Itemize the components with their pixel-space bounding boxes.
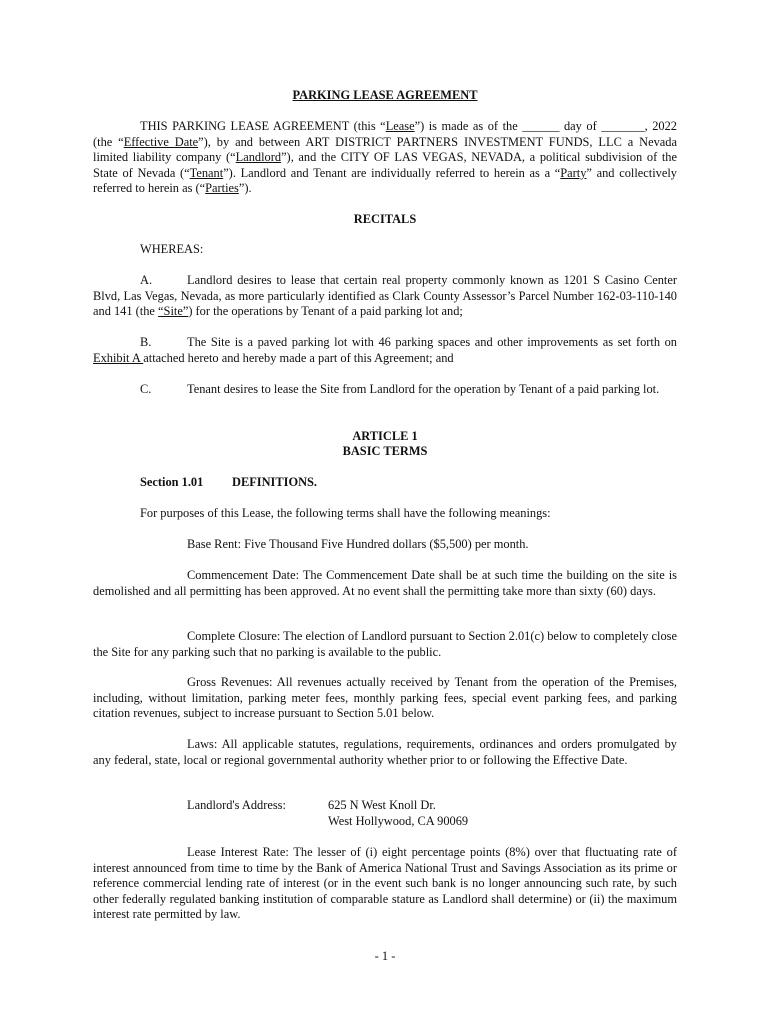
recital-a [93,273,677,320]
intro-text: ”). Landlord and Tenant are individually referred to herein as a “ [223,165,561,180]
section-heading [140,475,680,491]
recital-c [93,382,677,398]
recital-label: C. [140,382,152,396]
recital-label: B. [140,335,152,349]
recital-text: Landlord desires to lease that certain real property commonly known as 1201 S Casino Center Blvd, Las Vegas, Nevada, as more particularly identified as Clark County Assessor’s Parcel Number 162-03-110-140 and 141 (the [93,273,677,319]
document-title: PARKING LEASE AGREEMENT [292,88,478,102]
section-number: Section 1.01 [140,475,204,489]
intro-text: ”). [238,181,252,196]
defined-term-party: Party [560,165,587,180]
section-name: DEFINITIONS. [232,475,318,489]
recital-label: A. [140,273,153,287]
intro-text: ” and collectively referred to herein as (“ [93,165,677,196]
landlord-address-line2: West Hollywood, CA 90069 [328,814,469,828]
defined-term-tenant: Tenant [189,165,224,180]
definition-lease-interest-rate: Lease Interest Rate: The lesser of (i) eight percentage points (8%) over that fluctuating rate of interest announced from time to time by the Bank of America National Trust and Savings Association as its prime or reference commercial lending rate of interest (or in the event such bank is no longer announcing such rate, by such other federally regulated banking institution of comparable stature as Landlord shall determine) or (ii) the maximum interest rate permitted by law. [93,845,677,922]
definition-laws: Laws: All applicable statutes, regulations, requirements, ordinances and orders promulgated by any federal, state, local or regional governmental authority whether prior to or following the Effective Date. [93,737,677,767]
definitions-intro: For purposes of this Lease, the following terms shall have the following meanings: [140,506,551,520]
landlord-address-label: Landlord's Address: [187,798,286,812]
recital-b [93,335,677,366]
definition-commencement-date: Commencement Date: The Commencement Date shall be at such time the building on the site is demolished and all permitting has been approved. At no event shall the permitting take more than sixty (60) days. [93,568,677,598]
intro-text: ”) is made as of the ______ day of _______, 2022 (the “ [93,119,677,149]
recitals-heading: RECITALS [353,212,417,226]
defined-term-lease: Lease [385,119,415,133]
defined-term-landlord: Landlord [235,150,282,165]
whereas-label: WHEREAS: [140,242,204,256]
intro-text: THIS PARKING LEASE AGREEMENT (this “ [140,119,386,133]
recital-text: The Site is a paved parking lot with 46 parking spaces and other improvements as set forth on [187,335,677,349]
intro-text: ”), by and between ART DISTRICT PARTNERS INVESTMENT FUNDS, LLC a Nevada limited liability company (“ [93,134,677,165]
recital-text: Tenant desires to lease the Site from Landlord for the operation by Tenant of a paid parking lot. [187,382,660,396]
page-number: - 1 - [374,949,396,963]
recital-text: attached hereto and hereby made a part of this Agreement; and [143,350,454,365]
exhibit-a-reference: Exhibit A [93,350,144,365]
defined-term-site: “Site” [158,304,189,319]
definition-gross-revenues: Gross Revenues: All revenues actually received by Tenant from the operation of the Premises, including, without limitation, parking meter fees, monthly parking fees, special event parking fees, and parking citation revenues, subject to increase pursuant to Section 5.01 below. [93,675,677,721]
definition-base-rent: Base Rent: Five Thousand Five Hundred dollars ($5,500) per month. [187,537,529,551]
article-name: BASIC TERMS [342,444,428,458]
defined-term-effective-date: Effective Date [123,134,199,149]
definition-complete-closure: Complete Closure: The election of Landlord pursuant to Section 2.01(c) below to completely close the Site for any parking such that no parking is available to the public. [93,629,677,659]
recital-text: ) for the operations by Tenant of a paid parking lot and; [188,304,463,319]
intro-text: ”), and the CITY OF LAS VEGAS, NEVADA, a political subdivision of the State of Nevada (“ [93,150,677,180]
article-number: ARTICLE 1 [352,429,418,443]
intro-paragraph [93,119,677,197]
landlord-address-line1: 625 N West Knoll Dr. [328,798,436,812]
defined-term-parties: Parties [205,181,239,196]
